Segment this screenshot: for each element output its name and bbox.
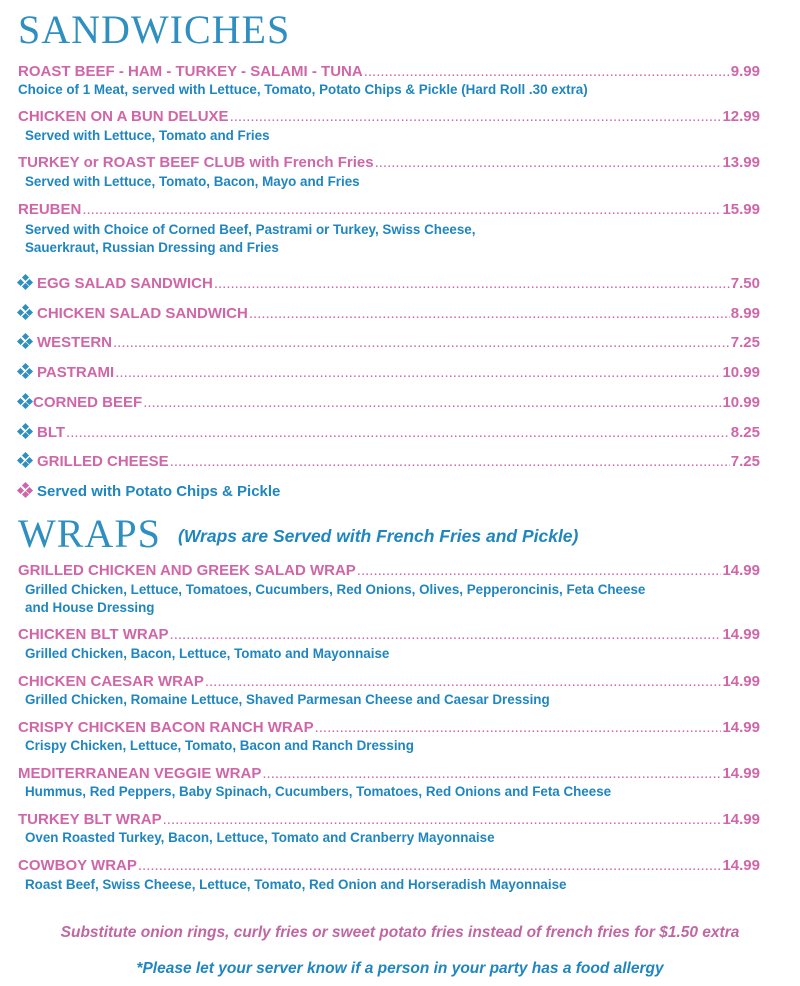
menu-item-row xyxy=(18,63,760,81)
item-price: 8.25 xyxy=(730,424,760,441)
diamond-bullet-icon xyxy=(18,424,32,438)
dot-leader xyxy=(66,424,730,442)
dot-leader xyxy=(138,857,722,875)
item-name: CHICKEN BLT WRAP xyxy=(18,626,169,643)
dot-leader xyxy=(230,108,722,126)
diamond-bullet-icon xyxy=(18,305,32,319)
item-price: 8.99 xyxy=(730,305,760,322)
item-name: REUBEN xyxy=(18,201,82,218)
sandwiches-title: SANDWICHES xyxy=(18,7,291,52)
item-price: 15.99 xyxy=(722,201,760,218)
diamond-bullet-icon xyxy=(18,394,32,408)
item-name: CHICKEN SALAD SANDWICH xyxy=(37,305,248,322)
bullet-note-text: Served with Potato Chips & Pickle xyxy=(37,483,281,500)
diamond-bullet-icon xyxy=(18,275,32,289)
item-description-line: Sauerkraut, Russian Dressing and Fries xyxy=(25,240,279,255)
bullet-item-row xyxy=(18,452,760,470)
bullet-item-row xyxy=(18,423,760,441)
menu-item-row xyxy=(18,811,760,829)
dot-leader xyxy=(115,364,721,382)
wraps-note: (Wraps are Served with French Fries and Pickle) xyxy=(178,526,579,546)
item-price: 14.99 xyxy=(722,626,760,643)
item-description: Roast Beef, Swiss Cheese, Lettuce, Tomato, Red Onion and Horseradish Mayonnaise xyxy=(25,877,567,892)
item-price: 10.99 xyxy=(722,364,760,381)
bullet-item-row xyxy=(18,274,760,292)
item-name: GRILLED CHICKEN AND GREEK SALAD WRAP xyxy=(18,562,356,579)
item-description: Oven Roasted Turkey, Bacon, Lettuce, Tomato and Cranberry Mayonnaise xyxy=(25,830,495,845)
menu-item-row xyxy=(18,562,760,580)
menu-item-row xyxy=(18,108,760,126)
dot-leader xyxy=(205,673,722,691)
item-name: GRILLED CHEESE xyxy=(37,453,169,470)
item-name: TURKEY BLT WRAP xyxy=(18,811,162,828)
dot-leader xyxy=(249,305,730,323)
diamond-bullet-icon xyxy=(18,483,32,497)
item-price: 14.99 xyxy=(722,562,760,579)
dot-leader xyxy=(375,154,722,172)
bullet-note xyxy=(18,482,280,501)
menu-item-row xyxy=(18,154,760,172)
item-name: COWBOY WRAP xyxy=(18,857,137,874)
menu-item-row xyxy=(18,626,760,644)
dot-leader xyxy=(315,719,722,737)
diamond-bullet-icon xyxy=(18,453,32,467)
item-name: MEDITERRANEAN VEGGIE WRAP xyxy=(18,765,262,782)
item-price: 9.99 xyxy=(730,63,760,80)
diamond-bullet-icon xyxy=(18,364,32,378)
menu-item-row xyxy=(18,719,760,737)
item-description: Hummus, Red Peppers, Baby Spinach, Cucumbers, Tomatoes, Red Onions and Feta Cheese xyxy=(25,784,612,799)
item-description-line: and House Dressing xyxy=(25,600,155,615)
menu-item-row xyxy=(18,201,760,219)
item-price: 7.50 xyxy=(730,275,760,292)
item-description: Crispy Chicken, Lettuce, Tomato, Bacon and Ranch Dressing xyxy=(25,738,414,753)
dot-leader xyxy=(214,275,730,293)
item-name: ROAST BEEF - HAM - TURKEY - SALAMI - TUNA xyxy=(18,63,363,80)
substitute-note: Substitute onion rings, curly fries or sweet potato fries instead of french fries for $1.50 extra xyxy=(60,924,740,941)
item-description-line: Served with Choice of Corned Beef, Pastrami or Turkey, Swiss Cheese, xyxy=(25,222,476,237)
item-price: 14.99 xyxy=(722,765,760,782)
dot-leader xyxy=(364,63,730,81)
diamond-bullet-icon xyxy=(18,334,32,348)
item-price: 13.99 xyxy=(722,154,760,171)
menu-item-row xyxy=(18,673,760,691)
item-price: 12.99 xyxy=(722,108,760,125)
item-description: Served with Lettuce, Tomato, Bacon, Mayo and Fries xyxy=(25,174,360,189)
item-name: WESTERN xyxy=(37,334,112,351)
bullet-item-row xyxy=(18,393,760,411)
bullet-item-row xyxy=(18,304,760,322)
menu-item-row xyxy=(18,857,760,875)
allergy-note: *Please let your server know if a person in your party has a food allergy xyxy=(136,960,664,977)
item-name: TURKEY or ROAST BEEF CLUB with French Fries xyxy=(18,154,374,171)
dot-leader xyxy=(170,453,730,471)
item-description: Grilled Chicken, Bacon, Lettuce, Tomato and Mayonnaise xyxy=(25,646,390,661)
item-price: 14.99 xyxy=(722,811,760,828)
dot-leader xyxy=(170,626,722,644)
item-price: 7.25 xyxy=(730,334,760,351)
bullet-item-row xyxy=(18,333,760,351)
dot-leader xyxy=(262,765,721,783)
dot-leader xyxy=(357,562,722,580)
item-price: 14.99 xyxy=(722,719,760,736)
item-price: 10.99 xyxy=(722,394,760,411)
item-price: 14.99 xyxy=(722,857,760,874)
item-name: EGG SALAD SANDWICH xyxy=(37,275,213,292)
item-description-line: Grilled Chicken, Lettuce, Tomatoes, Cucumbers, Red Onions, Olives, Pepperoncinis, Feta Cheese xyxy=(25,582,646,597)
menu-item-row xyxy=(18,765,760,783)
item-name: CHICKEN CAESAR WRAP xyxy=(18,673,204,690)
item-name: CRISPY CHICKEN BACON RANCH WRAP xyxy=(18,719,314,736)
dot-leader xyxy=(143,394,721,412)
bullet-item-row xyxy=(18,363,760,381)
item-price: 7.25 xyxy=(730,453,760,470)
item-description: Grilled Chicken, Romaine Lettuce, Shaved Parmesan Cheese and Caesar Dressing xyxy=(25,692,550,707)
item-description: Served with Lettuce, Tomato and Fries xyxy=(25,128,270,143)
wraps-title: WRAPS xyxy=(18,511,161,556)
dot-leader xyxy=(82,201,721,219)
item-description: Choice of 1 Meat, served with Lettuce, Tomato, Potato Chips & Pickle (Hard Roll .30 extra) xyxy=(18,82,588,97)
item-name: CORNED BEEF xyxy=(33,394,143,411)
dot-leader xyxy=(163,811,722,829)
item-price: 14.99 xyxy=(722,673,760,690)
dot-leader xyxy=(113,334,730,352)
item-name: PASTRAMI xyxy=(37,364,115,381)
item-name: CHICKEN ON A BUN DELUXE xyxy=(18,108,229,125)
item-name: BLT xyxy=(37,424,66,441)
